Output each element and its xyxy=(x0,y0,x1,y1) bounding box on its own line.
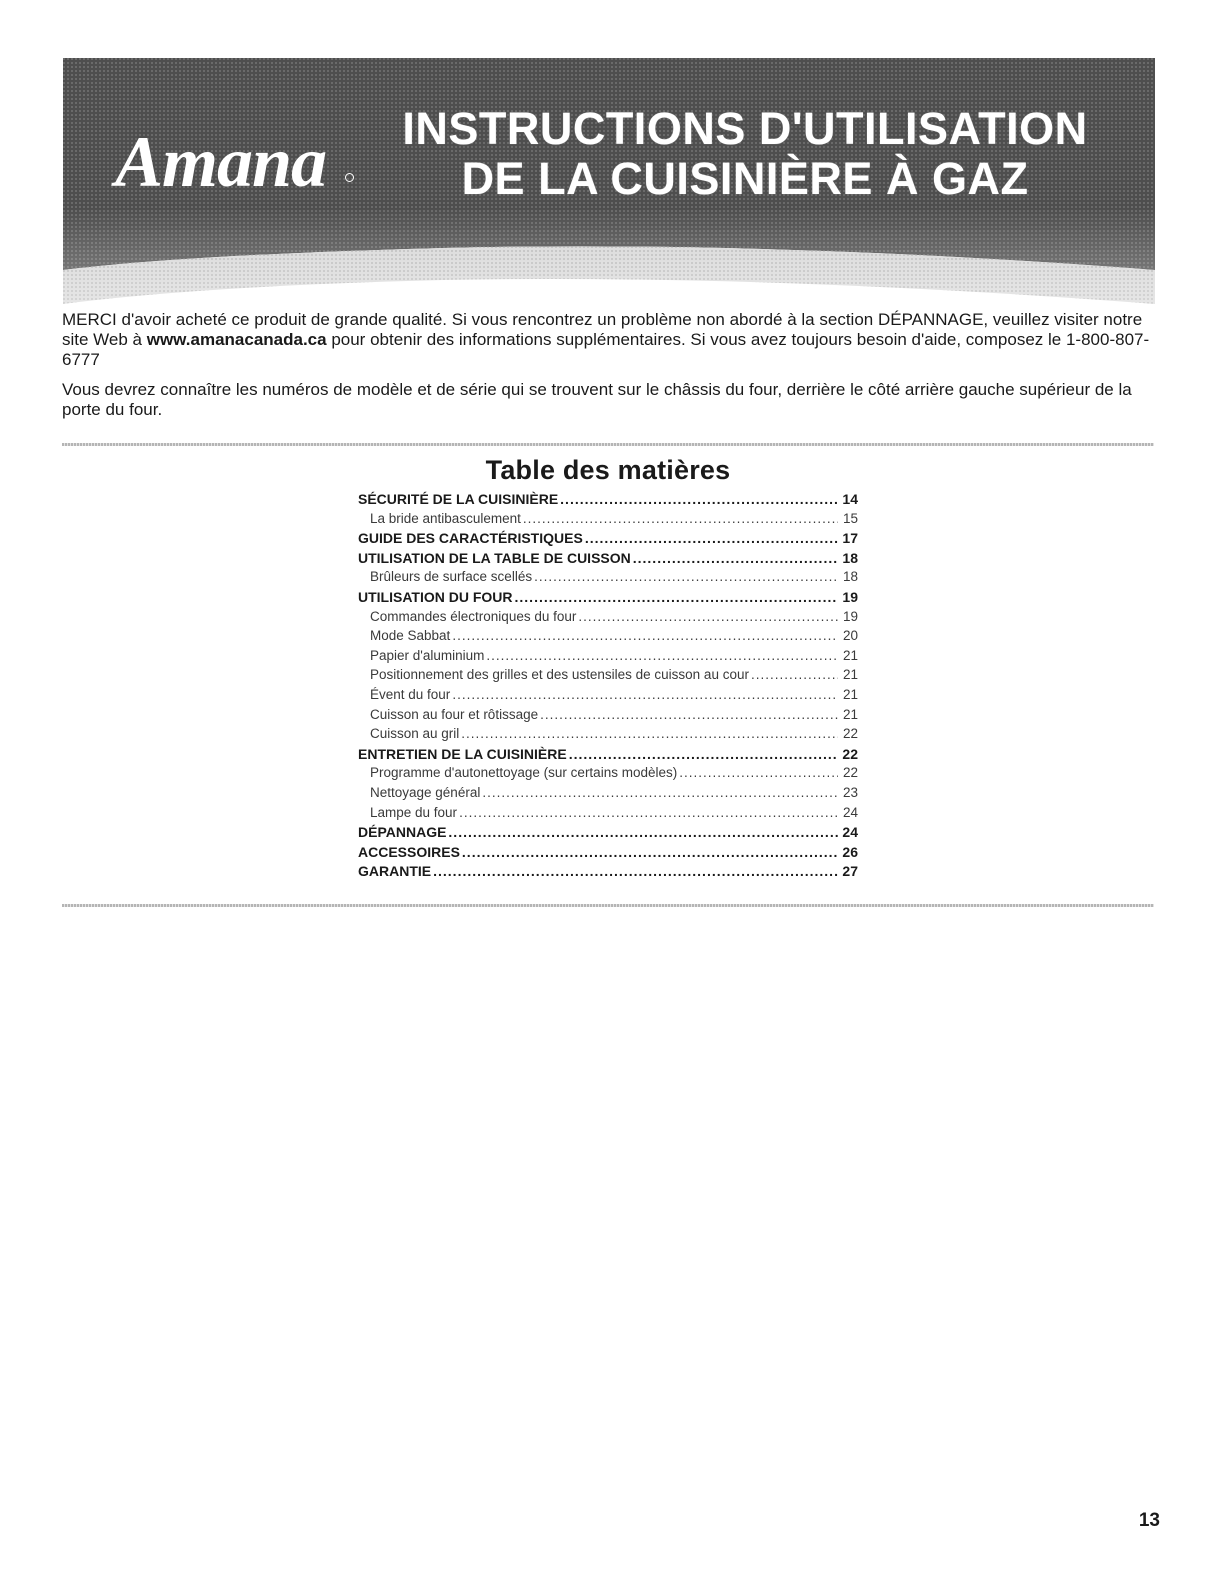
toc-title: Table des matières xyxy=(485,455,731,485)
amana-logo xyxy=(115,117,355,207)
toc-entry-page: 18 xyxy=(842,549,858,566)
toc-section-entry xyxy=(358,824,858,844)
toc-section-entry xyxy=(358,863,858,883)
toc-entry-page: 22 xyxy=(842,726,858,742)
toc-entry-label: Programme d'autonettoyage (sur certains modèles) xyxy=(370,765,678,781)
toc-entry-page: 18 xyxy=(842,569,858,585)
registered-mark-icon xyxy=(345,173,354,182)
toc-entry-page: 21 xyxy=(842,667,858,683)
toc-entry-label: Positionnement des grilles et des ustensiles de cuisson au cour xyxy=(370,667,749,683)
toc-subsection-entry xyxy=(358,569,858,589)
toc-subsection-entry xyxy=(358,805,858,825)
toc-entry-label: DÉPANNAGE xyxy=(358,824,447,841)
toc-entry-label: GARANTIE xyxy=(358,863,432,880)
toc-leader-dots xyxy=(679,765,838,780)
document-title xyxy=(395,104,1095,204)
toc-entry-label: UTILISATION DE LA TABLE DE CUISSON xyxy=(358,549,631,566)
toc-subsection-entry xyxy=(358,628,858,648)
toc-entry-label: ENTRETIEN DE LA CUISINIÈRE xyxy=(358,745,567,762)
toc-entry-page: 19 xyxy=(842,608,858,624)
toc-subsection-entry xyxy=(358,765,858,785)
toc-entry-page: 24 xyxy=(842,804,858,820)
toc-entry-label: Papier d'aluminium xyxy=(370,647,485,663)
toc-leader-dots xyxy=(569,746,838,762)
toc-entry-page: 21 xyxy=(842,706,858,722)
toc-entry-label: GUIDE DES CARACTÉRISTIQUES xyxy=(358,530,583,547)
top-divider xyxy=(62,443,1154,446)
toc-leader-dots xyxy=(751,667,838,682)
toc-entry-label: Nettoyage général xyxy=(370,784,481,800)
toc-leader-dots xyxy=(560,491,838,507)
toc-section-entry xyxy=(358,844,858,864)
intro-paragraph-2: Vous devrez connaître les numéros de modèle et de série qui se trouvent sur le châssis du four, derrière le côté arrière gauche supérieur de la porte du four. xyxy=(62,380,1132,419)
toc-subsection-entry xyxy=(358,609,858,629)
toc-leader-dots xyxy=(515,589,838,605)
toc-section-entry xyxy=(358,491,858,511)
toc-leader-dots xyxy=(486,648,838,663)
toc-subsection-entry xyxy=(358,707,858,727)
toc-section-entry xyxy=(358,746,858,766)
table-of-contents xyxy=(358,491,858,883)
toc-leader-dots xyxy=(452,687,838,702)
toc-entry-page: 22 xyxy=(842,745,858,762)
toc-entry-label: Cuisson au gril xyxy=(370,726,460,742)
intro-p1-before: MERCI d'avoir acheté ce produit de grande qualité. Si vous rencontrez un problème non abordé à la section DÉPANNAGE, veuillez visiter notre site Web à xyxy=(62,310,1143,349)
toc-entry-page: 19 xyxy=(842,588,858,605)
toc-entry-label: La bride antibasculement xyxy=(370,510,521,526)
toc-entry-page: 21 xyxy=(842,647,858,663)
toc-section-entry xyxy=(358,589,858,609)
toc-entry-label: Commandes électroniques du four xyxy=(370,608,577,624)
toc-entry-page: 26 xyxy=(842,843,858,860)
toc-leader-dots xyxy=(452,628,838,643)
bottom-divider xyxy=(62,904,1154,907)
toc-entry-label: ACCESSOIRES xyxy=(358,843,460,860)
toc-leader-dots xyxy=(585,530,838,546)
toc-entry-label: Lampe du four xyxy=(370,804,458,820)
toc-entry-page: 23 xyxy=(842,784,858,800)
toc-entry-page: 22 xyxy=(842,765,858,781)
intro-text xyxy=(62,310,1157,430)
intro-p1-after: pour obtenir des informations supplémentaires. Si vous avez toujours besoin d'aide, composez le 1-800-807-6777 xyxy=(62,330,1150,369)
intro-paragraph-1 xyxy=(62,310,1157,370)
toc-entry-label: SÉCURITÉ DE LA CUISINIÈRE xyxy=(358,491,559,507)
toc-entry-label: UTILISATION DU FOUR xyxy=(358,588,513,605)
toc-entry-label: Cuisson au four et rôtissage xyxy=(370,706,539,722)
toc-subsection-entry xyxy=(358,648,858,668)
toc-subsection-entry xyxy=(358,511,858,531)
toc-entry-page: 17 xyxy=(842,530,858,547)
toc-leader-dots xyxy=(462,844,838,860)
toc-subsection-entry xyxy=(358,687,858,707)
toc-subsection-entry xyxy=(358,667,858,687)
toc-entry-label: Brûleurs de surface scellés xyxy=(370,569,533,585)
toc-subsection-entry xyxy=(358,785,858,805)
title-line-1: INSTRUCTIONS D'UTILISATION xyxy=(402,103,1088,154)
toc-entry-page: 20 xyxy=(842,628,858,644)
toc-leader-dots xyxy=(459,805,838,820)
toc-entry-page: 21 xyxy=(842,686,858,702)
toc-leader-dots xyxy=(433,863,838,879)
toc-leader-dots xyxy=(578,609,838,624)
website-link: www.amanacanada.ca xyxy=(146,330,327,349)
toc-leader-dots xyxy=(482,785,838,800)
title-line-2: DE LA CUISINIÈRE À GAZ xyxy=(461,153,1029,204)
toc-entry-page: 27 xyxy=(842,863,858,880)
toc-leader-dots xyxy=(633,550,838,566)
toc-leader-dots xyxy=(448,824,838,840)
page-number: 13 xyxy=(1138,1510,1160,1531)
toc-leader-dots xyxy=(523,511,838,526)
toc-entry-page: 14 xyxy=(842,491,858,507)
toc-leader-dots xyxy=(534,569,838,584)
toc-entry-label: Mode Sabbat xyxy=(370,628,451,644)
toc-entry-page: 15 xyxy=(842,510,858,526)
toc-entry-page: 24 xyxy=(842,824,858,841)
toc-section-entry xyxy=(358,550,858,570)
toc-leader-dots xyxy=(540,707,838,722)
toc-leader-dots xyxy=(461,726,838,741)
toc-entry-label: Évent du four xyxy=(370,686,451,702)
logo-wordmark: Amana xyxy=(115,122,327,202)
toc-section-entry xyxy=(358,530,858,550)
toc-subsection-entry xyxy=(358,726,858,746)
